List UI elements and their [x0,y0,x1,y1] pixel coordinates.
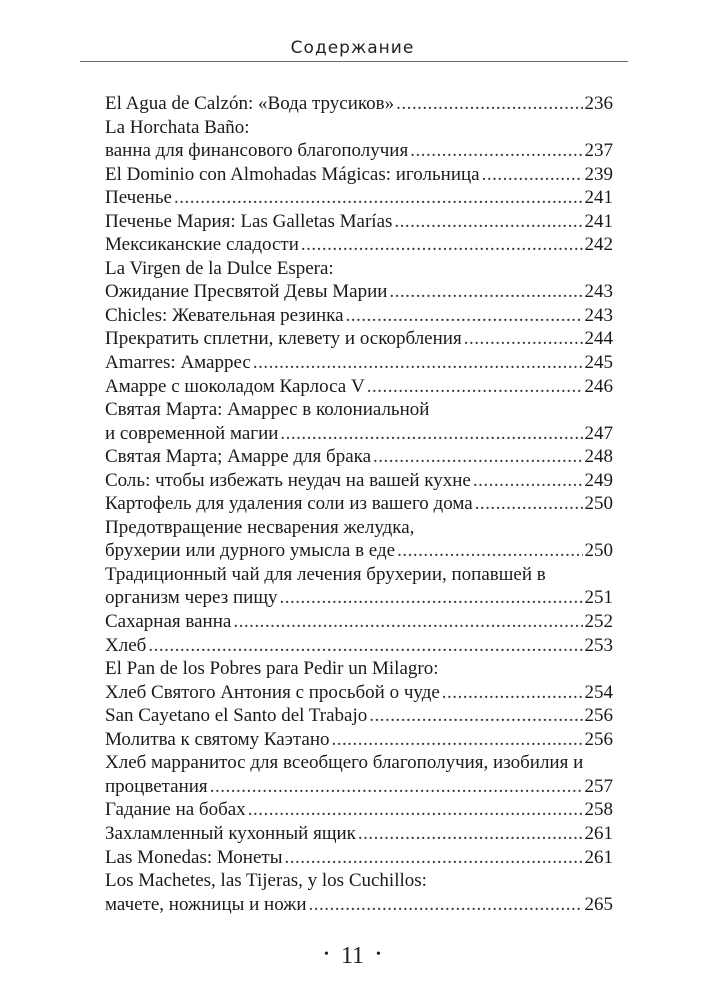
toc-page-number: 261 [584,822,613,844]
toc-entry[interactable] [105,728,613,752]
toc-page-number: 241 [584,210,613,232]
toc-entry-title: Мексиканские сладости [105,234,299,256]
toc-entry-title-continued: Хлеб Святого Антония с просьбой о чуде [105,681,440,703]
toc-page-number: 257 [584,775,613,797]
dot-leader [332,728,583,752]
toc-entry[interactable] [105,398,613,445]
dot-leader [279,586,582,610]
toc-entry-title: El Dominio con Almohadas Mágicas: игольница [105,163,480,185]
dot-leader [248,798,583,822]
toc-entry-title-continued: организм через пищу [105,587,278,609]
toc-page-number: 243 [584,304,613,326]
toc-page-number: 239 [584,163,613,185]
toc-page-number: 241 [584,187,613,209]
toc-page-number: 254 [584,681,613,703]
dot-leader [148,634,582,658]
toc-entry[interactable] [105,327,613,351]
toc-entry-title-continued: ванна для финансового благополучия [105,140,409,162]
toc-page-number: 247 [584,422,613,444]
toc-entry-title: Прекратить сплетни, клевету и оскорбления [105,328,462,350]
toc-page-number: 258 [584,799,613,821]
toc-entry-title-continued: брухерии или дурного умысла в еде [105,540,396,562]
dot-leader [482,163,583,187]
toc-entry-title: Хлеб [105,634,147,656]
toc-entry-title: Святая Марта; Амарре для брака [105,446,372,468]
toc-entry-title: Chicles: Жевательная резинка [105,304,344,326]
toc-page-number: 242 [584,234,613,256]
toc-page-number: 246 [584,375,613,397]
dot-leader [280,422,582,446]
dot-leader [367,375,583,399]
toc-page-number: 256 [584,728,613,750]
toc-entry-title: Las Monedas: Монеты [105,846,283,868]
toc-entry-title: Печенье [105,187,172,209]
dot-leader [284,846,582,870]
toc-entry[interactable] [105,657,613,704]
toc-page-number: 248 [584,446,613,468]
running-head: Содержание [290,38,415,58]
toc-entry[interactable] [105,445,613,469]
table-of-contents [105,92,613,916]
toc-entry-title-continued: Ожидание Пресвятой Девы Марии [105,281,388,303]
toc-entry[interactable] [105,516,613,563]
page-number: 11 [340,943,365,969]
dot-leader [396,92,582,116]
toc-entry-title: El Agua de Calzón: «Вода трусиков» [105,93,395,114]
header-rule [80,61,628,62]
toc-entry-title: San Cayetano el Santo del Trabajo [105,705,368,727]
toc-entry[interactable] [105,869,613,916]
toc-entry-title: Соль: чтобы избежать неудач на вашей кухне [105,469,471,491]
toc-entry[interactable] [105,304,613,328]
toc-entry-title-continued: мачете, ножницы и ножи [105,893,307,915]
toc-entry[interactable] [105,469,613,493]
dot-leader [358,822,583,846]
toc-entry-title-continued: процветания [105,775,208,797]
toc-entry[interactable] [105,116,613,163]
toc-entry-title: Сахарная ванна [105,611,232,633]
toc-entry-title: Los Machetes, las Tijeras, y los Cuchillos: [105,870,427,892]
toc-entry[interactable] [105,163,613,187]
toc-entry[interactable] [105,634,613,658]
toc-entry[interactable] [105,186,613,210]
toc-entry[interactable] [105,563,613,610]
toc-entry-title: Amarres: Амаррес [105,352,251,374]
toc-entry-title: Картофель для удаления соли из вашего дома [105,493,473,515]
dot-leader [389,280,582,304]
toc-entry[interactable] [105,492,613,516]
toc-entry[interactable] [105,704,613,728]
toc-entry-title: Печенье Мария: Las Galletas Marías [105,210,393,232]
toc-entry-title: Святая Марта: Амаррес в колониальной [105,399,430,421]
dot-leader [369,704,582,728]
toc-entry-title: La Virgen de la Dulce Espera: [105,257,334,279]
toc-page-number: 237 [584,140,613,162]
toc-entry-title: La Horchata Baño: [105,116,250,138]
dot-leader [301,233,583,257]
toc-entry[interactable] [105,257,613,304]
dot-leader [174,186,583,210]
toc-page-number: 250 [584,540,613,562]
dot-leader [464,327,583,351]
toc-entry-title: Захламленный кухонный ящик [105,822,356,844]
dot-leader [210,775,583,799]
page-folio [0,943,705,970]
toc-entry[interactable] [105,822,613,846]
toc-entry-title: El Pan de los Pobres para Pedir un Milagro: [105,658,439,680]
toc-page-number: 265 [584,893,613,915]
dot-leader [253,351,583,375]
dot-leader [233,610,582,634]
toc-entry-title-continued: и современной магии [105,422,279,444]
dot-leader [473,469,583,493]
toc-page-number: 253 [584,634,613,656]
toc-page-number: 245 [584,352,613,374]
toc-entry[interactable] [105,375,613,399]
toc-page-number: 236 [584,93,613,114]
dot-leader [475,492,583,516]
toc-entry[interactable] [105,351,613,375]
toc-entry[interactable] [105,798,613,822]
toc-page-number: 244 [584,328,613,350]
toc-entry[interactable] [105,233,613,257]
dot-leader [309,893,583,917]
toc-entry[interactable] [105,92,613,116]
toc-entry-title: Амарре с шоколадом Карлоса V [105,375,365,397]
toc-page-number: 243 [584,281,613,303]
toc-page-number: 251 [584,587,613,609]
ornament-left-icon: • [324,947,329,963]
toc-page-number: 250 [584,493,613,515]
dot-leader [373,445,582,469]
toc-entry-title: Молитва к святому Каэтано [105,728,330,750]
dot-leader [346,304,583,328]
dot-leader [397,539,582,563]
ornament-right-icon: • [376,947,381,963]
toc-entry-title: Предотвращение несварения желудка, [105,516,415,538]
dot-leader [442,681,583,705]
toc-entry[interactable] [105,210,613,234]
toc-entry[interactable] [105,846,613,870]
toc-page-number: 252 [584,611,613,633]
toc-page-number: 256 [584,705,613,727]
toc-entry[interactable] [105,610,613,634]
toc-page-number: 249 [584,469,613,491]
toc-entry-title: Хлеб марранитос для всеобщего благополучия, изобилия и [105,752,584,774]
dot-leader [410,139,582,163]
dot-leader [394,210,582,234]
toc-entry-title: Гадание на бобах [105,799,246,821]
toc-entry-title: Традиционный чай для лечения брухерии, попавшей в [105,563,546,585]
toc-entry[interactable] [105,751,613,798]
toc-page-number: 261 [584,846,613,868]
